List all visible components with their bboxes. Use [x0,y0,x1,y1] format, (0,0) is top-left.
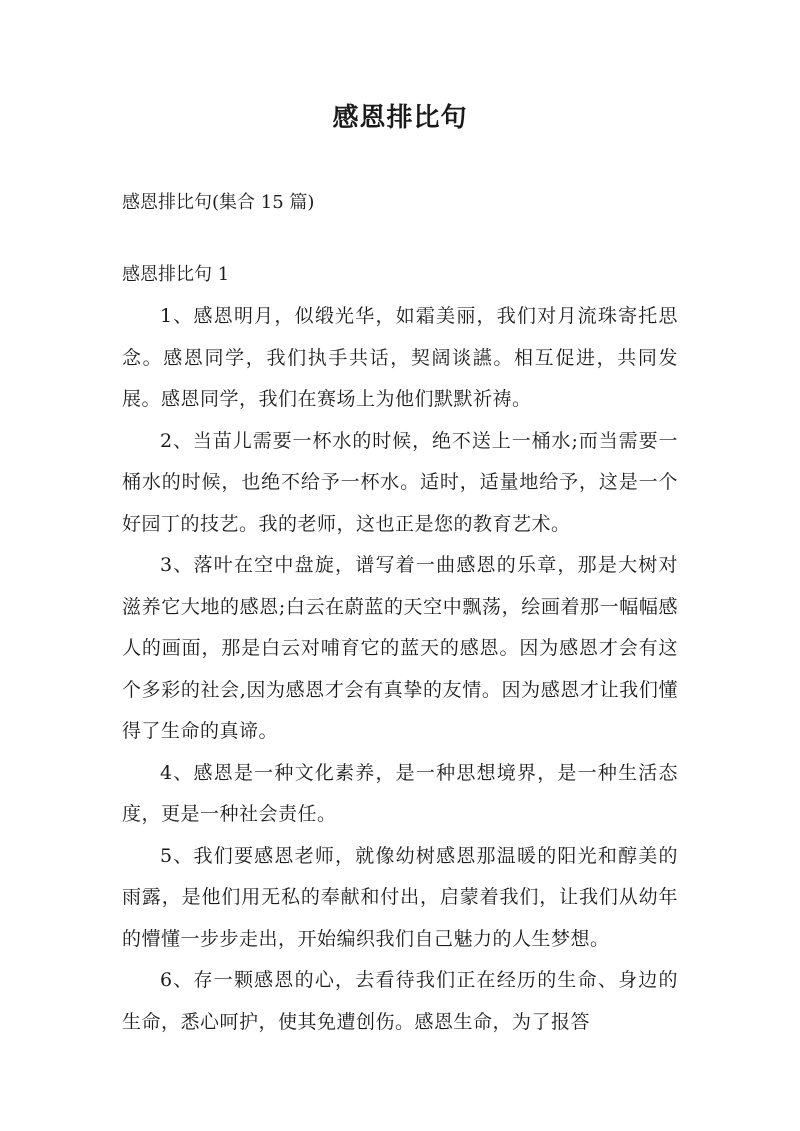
document-title: 感恩排比句 [332,103,468,133]
paragraph-4: 4、感恩是一种文化素养，是一种思想境界，是一种生活态度，更是一种社会责任。 [122,761,678,825]
paragraph-2: 2、当苗儿需要一杯水的时候，绝不送上一桶水;而当需要一桶水的时候，也绝不给予一杯水。适时，适量地给予，这是一个好园丁的技艺。我的老师，这也正是您的教育艺术。 [122,429,678,535]
paragraph-5: 5、我们要感恩老师，就像幼树感恩那温暖的阳光和醇美的雨露，是他们用无私的奉献和付出，启蒙着我们，让我们从幼年的懵懂一步步走出，开始编织我们自己魅力的人生梦想。 [122,844,678,950]
paragraph-1: 1、感恩明月，似缎光华，如霜美丽，我们对月流珠寄托思念。感恩同学，我们执手共话，契阔谈讌。相互促进，共同发展。感恩同学，我们在赛场上为他们默默祈祷。 [122,305,678,410]
section-heading: 感恩排比句 1 [122,264,230,285]
paragraph-6: 6、存一颗感恩的心，去看待我们正在经历的生命、身边的生命，悉心呵护，使其免遭创伤。感恩生命，为了报答 [122,969,678,1033]
paragraph-3: 3、落叶在空中盘旋，谱写着一曲感恩的乐章，那是大树对滋养它大地的感恩;白云在蔚蓝的天空中飘荡，绘画着那一幅幅感人的画面，那是白云对哺育它的蓝天的感恩。因为感恩才会有这个多彩的社会,因为感恩才会有真挚的友情。因为感恩才让我们懂得了生命的真谛。 [122,554,678,742]
document-subtitle: 感恩排比句(集合 15 篇) [122,192,315,213]
body-text [122,296,678,1043]
